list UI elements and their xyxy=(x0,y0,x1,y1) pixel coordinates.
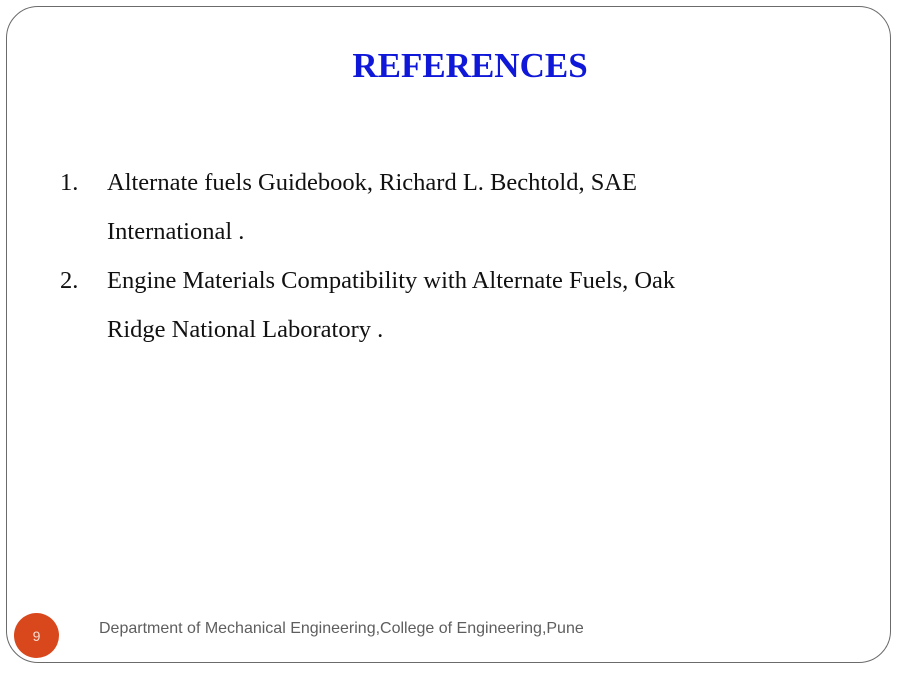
footer-text: Department of Mechanical Engineering,College of Engineering,Pune xyxy=(99,620,584,637)
reference-number: 1. xyxy=(60,169,79,196)
reference-line: International . xyxy=(107,218,245,245)
page-number: 9 xyxy=(32,627,41,644)
reference-item-1 xyxy=(60,158,820,256)
reference-line: Engine Materials Compatibility with Alternate Fuels, Oak xyxy=(107,267,676,294)
reference-line: Ridge National Laboratory . xyxy=(107,316,384,343)
reference-number: 2. xyxy=(60,267,79,294)
slide-title: REFERENCES xyxy=(352,46,588,85)
page-number-badge xyxy=(14,613,59,658)
reference-line: Alternate fuels Guidebook, Richard L. Bechtold, SAE xyxy=(107,169,638,196)
reference-item-2 xyxy=(60,256,820,354)
references-list xyxy=(60,158,820,354)
